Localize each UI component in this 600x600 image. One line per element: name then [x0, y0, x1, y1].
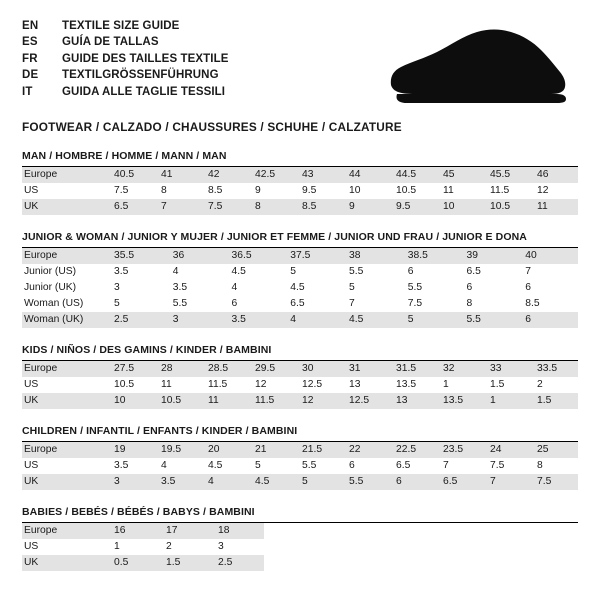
size-cell: 10.5: [396, 185, 417, 196]
size-cell: 6: [349, 460, 355, 471]
row-label: US: [24, 460, 39, 471]
size-cell: 30: [296, 361, 343, 377]
size-cell: 42: [202, 167, 249, 183]
size-cell: 3.5: [226, 312, 285, 328]
size-cell: 6: [519, 312, 578, 328]
language-row: [22, 51, 229, 67]
language-title: GUIDE DES TAILLES TEXTILE: [62, 52, 229, 65]
table-row: [22, 393, 578, 409]
size-cell: 3.5: [155, 474, 202, 490]
size-cell: 13.5: [437, 393, 484, 409]
size-cell: 17: [160, 523, 212, 539]
size-cell: 37.5: [284, 248, 343, 264]
size-cell: 5: [290, 266, 296, 277]
size-cell: 8.5: [525, 298, 540, 309]
table-row: [22, 474, 578, 490]
size-cell: 2: [166, 541, 172, 552]
size-cell: 21.5: [296, 442, 343, 458]
size-cell: 3.5: [114, 460, 129, 471]
row-label: Woman (US): [24, 298, 84, 309]
size-cell: 38: [343, 248, 402, 264]
table-row: [22, 167, 578, 183]
size-cell: 5: [296, 474, 343, 490]
size-cell: 4.5: [249, 474, 296, 490]
size-cell: 5.5: [349, 266, 364, 277]
size-block: [22, 506, 578, 571]
row-label: UK: [22, 393, 108, 409]
table-row: [22, 377, 578, 393]
size-block-title: MAN / HOMBRE / HOMME / MANN / MAN: [22, 150, 578, 167]
size-cell: 43: [296, 167, 343, 183]
size-cell: 3: [167, 312, 226, 328]
size-cell: 8: [249, 199, 296, 215]
row-label: Europe: [22, 248, 108, 264]
language-title: TEXTILE SIZE GUIDE: [62, 20, 180, 32]
size-cell: 5: [114, 298, 120, 309]
size-block-title: BABIES / BEBÉS / BÉBÉS / BABYS / BAMBINI: [22, 506, 578, 523]
size-cell: 7: [443, 460, 449, 471]
size-cell: 19.5: [155, 442, 202, 458]
size-cell: 33.5: [531, 361, 578, 377]
size-cell: 28: [155, 361, 202, 377]
row-label: Europe: [22, 523, 108, 539]
size-cell: 36.5: [226, 248, 285, 264]
language-code: DE: [22, 69, 39, 82]
size-cell: 4.5: [208, 460, 223, 471]
size-cell: 5.5: [343, 474, 390, 490]
size-cell: 31: [343, 361, 390, 377]
size-cell: 7: [484, 474, 531, 490]
size-cell: 8: [537, 460, 543, 471]
size-tables: [22, 150, 578, 571]
size-cell: 45.5: [484, 167, 531, 183]
size-cell: 4: [231, 282, 238, 293]
size-cell: 7.5: [531, 474, 578, 490]
size-cell: 12.5: [343, 393, 390, 409]
size-cell: 29.5: [249, 361, 296, 377]
size-block: [22, 231, 578, 328]
size-cell: 24: [484, 442, 531, 458]
size-cell: 6.5: [466, 266, 481, 277]
size-cell: 19: [108, 442, 155, 458]
row-label: US: [24, 541, 39, 552]
size-cell: 7: [349, 298, 355, 309]
size-block-title: JUNIOR & WOMAN / JUNIOR Y MUJER / JUNIOR ET FEMME / JUNIOR UND FRAU / JUNIOR E DONA: [22, 231, 578, 248]
size-cell: 23.5: [437, 442, 484, 458]
size-cell: 13.5: [396, 379, 417, 390]
size-cell: 18: [212, 523, 264, 539]
size-cell: 4: [202, 474, 249, 490]
header: [22, 18, 578, 106]
size-cell: 5.5: [172, 298, 188, 309]
row-label: UK: [22, 199, 108, 215]
language-code: IT: [22, 85, 33, 98]
size-cell: 5.5: [407, 282, 423, 293]
size-cell: 33: [484, 361, 531, 377]
size-cell: 13: [349, 379, 361, 390]
spacer-cell: [264, 555, 578, 571]
size-block: [22, 344, 578, 409]
size-cell: 9: [343, 199, 390, 215]
size-cell: 11.5: [208, 379, 228, 390]
size-cell: 16: [108, 523, 160, 539]
size-cell: 3: [218, 541, 224, 552]
language-row: [22, 18, 229, 34]
table-row: [22, 555, 578, 571]
row-label: Europe: [22, 442, 108, 458]
size-cell: 6: [390, 474, 437, 490]
size-cell: 6: [525, 282, 531, 293]
size-cell: 8.5: [296, 199, 343, 215]
language-code: EN: [22, 20, 39, 32]
size-cell: 36: [167, 248, 226, 264]
language-code: FR: [22, 52, 38, 65]
size-cell: 3.5: [114, 266, 129, 277]
size-cell: 11: [202, 393, 249, 409]
size-cell: 1.5: [160, 555, 212, 571]
size-cell: 2: [537, 379, 543, 390]
size-cell: 7.5: [202, 199, 249, 215]
size-cell: 9.5: [390, 199, 437, 215]
size-cell: 11: [531, 199, 578, 215]
size-cell: 6: [231, 298, 238, 309]
size-cell: 11: [161, 379, 172, 390]
category-title: FOOTWEAR / CALZADO / CHAUSSURES / SCHUHE / CALZATURE: [22, 120, 402, 134]
size-cell: 11.5: [490, 185, 510, 196]
size-cell: 25: [531, 442, 578, 458]
size-cell: 4: [172, 266, 179, 277]
size-cell: 3: [114, 282, 120, 293]
size-cell: 28.5: [202, 361, 249, 377]
size-cell: 1.5: [490, 379, 505, 390]
size-cell: 1: [484, 393, 531, 409]
size-cell: 44.5: [390, 167, 437, 183]
size-cell: 1: [443, 379, 449, 390]
size-cell: 13: [390, 393, 437, 409]
dress-shoe-icon: [385, 28, 570, 106]
size-cell: 10.5: [484, 199, 531, 215]
size-cell: 10: [108, 393, 155, 409]
size-cell: 5.5: [461, 312, 520, 328]
language-title-list: [22, 18, 229, 100]
size-cell: 8: [161, 185, 167, 196]
size-cell: 0.5: [108, 555, 160, 571]
size-cell: 3.5: [172, 282, 188, 293]
table-row: [22, 312, 578, 328]
language-code: ES: [22, 36, 38, 49]
size-cell: 31.5: [390, 361, 437, 377]
size-cell: 7: [155, 199, 202, 215]
row-label: Europe: [22, 167, 108, 183]
table-row: [22, 442, 578, 458]
size-cell: 6.5: [437, 474, 484, 490]
row-label: UK: [22, 474, 108, 490]
size-cell: 40: [519, 248, 578, 264]
size-cell: 5.5: [302, 460, 317, 471]
language-title: TEXTILGRÖSSENFÜHRUNG: [62, 69, 219, 82]
language-row: [22, 34, 229, 50]
size-cell: 38.5: [402, 248, 461, 264]
size-cell: 12: [296, 393, 343, 409]
size-cell: 1.5: [531, 393, 578, 409]
size-cell: 45: [437, 167, 484, 183]
size-cell: 11.5: [249, 393, 296, 409]
size-cell: 27.5: [108, 361, 155, 377]
size-block: [22, 425, 578, 490]
size-cell: 7: [525, 266, 531, 277]
row-label: Europe: [22, 361, 108, 377]
language-row: [22, 84, 229, 100]
size-cell: 12: [537, 185, 549, 196]
size-cell: 2.5: [212, 555, 264, 571]
table-row: [22, 264, 578, 280]
size-cell: 6.5: [396, 460, 411, 471]
size-cell: 40.5: [108, 167, 155, 183]
table-row: [22, 361, 578, 377]
size-cell: 7.5: [407, 298, 423, 309]
size-block: [22, 150, 578, 215]
table-row: [22, 183, 578, 199]
size-cell: 5: [402, 312, 461, 328]
size-block-title: CHILDREN / INFANTIL / ENFANTS / KINDER / BAMBINI: [22, 425, 578, 442]
table-row: [22, 296, 578, 312]
spacer-cell: [264, 539, 578, 555]
size-table: [22, 361, 578, 409]
size-cell: 8.5: [208, 185, 223, 196]
size-cell: 12: [255, 379, 267, 390]
size-cell: 9.5: [302, 185, 317, 196]
size-cell: 35.5: [108, 248, 167, 264]
size-cell: 7.5: [114, 185, 129, 196]
size-cell: 2.5: [108, 312, 167, 328]
size-table: [22, 167, 578, 215]
size-cell: 12.5: [302, 379, 323, 390]
spacer-cell: [264, 523, 578, 539]
row-label: Woman (UK): [22, 312, 108, 328]
size-table: [22, 523, 578, 571]
size-cell: 11: [443, 185, 454, 196]
size-cell: 21: [249, 442, 296, 458]
size-cell: 22: [343, 442, 390, 458]
size-cell: 4: [161, 460, 167, 471]
table-row: [22, 539, 578, 555]
size-cell: 5: [255, 460, 261, 471]
size-cell: 10: [437, 199, 484, 215]
size-cell: 7.5: [490, 460, 505, 471]
size-cell: 10.5: [114, 379, 135, 390]
row-label: US: [24, 185, 39, 196]
language-title: GUÍA DE TALLAS: [62, 36, 159, 49]
size-cell: 6: [466, 282, 473, 293]
size-cell: 1: [114, 541, 120, 552]
size-block-title: KIDS / NIÑOS / DES GAMINS / KINDER / BAMBINI: [22, 344, 578, 361]
size-cell: 6.5: [108, 199, 155, 215]
row-label: US: [24, 379, 39, 390]
size-cell: 4.5: [231, 266, 246, 277]
table-row: [22, 458, 578, 474]
table-row: [22, 248, 578, 264]
size-table: [22, 442, 578, 490]
size-cell: 10: [349, 185, 361, 196]
size-cell: 32: [437, 361, 484, 377]
size-cell: 4.5: [290, 282, 305, 293]
size-cell: 4: [284, 312, 343, 328]
language-row: [22, 67, 229, 83]
table-row: [22, 523, 578, 539]
table-row: [22, 199, 578, 215]
size-table: [22, 248, 578, 328]
size-cell: 9: [255, 185, 261, 196]
table-row: [22, 280, 578, 296]
size-cell: 6.5: [290, 298, 305, 309]
size-cell: 3: [108, 474, 155, 490]
size-cell: 4.5: [343, 312, 402, 328]
size-cell: 22.5: [390, 442, 437, 458]
size-cell: 42.5: [249, 167, 296, 183]
size-cell: 10.5: [155, 393, 202, 409]
size-cell: 46: [531, 167, 578, 183]
size-cell: 6: [407, 266, 414, 277]
size-cell: 8: [466, 298, 473, 309]
size-cell: 41: [155, 167, 202, 183]
size-cell: 44: [343, 167, 390, 183]
size-cell: 20: [202, 442, 249, 458]
size-cell: 5: [349, 282, 355, 293]
row-label: UK: [22, 555, 108, 571]
row-label: Junior (UK): [24, 282, 77, 293]
size-cell: 39: [461, 248, 520, 264]
row-label: Junior (US): [24, 266, 77, 277]
language-title: GUIDA ALLE TAGLIE TESSILI: [62, 85, 226, 98]
